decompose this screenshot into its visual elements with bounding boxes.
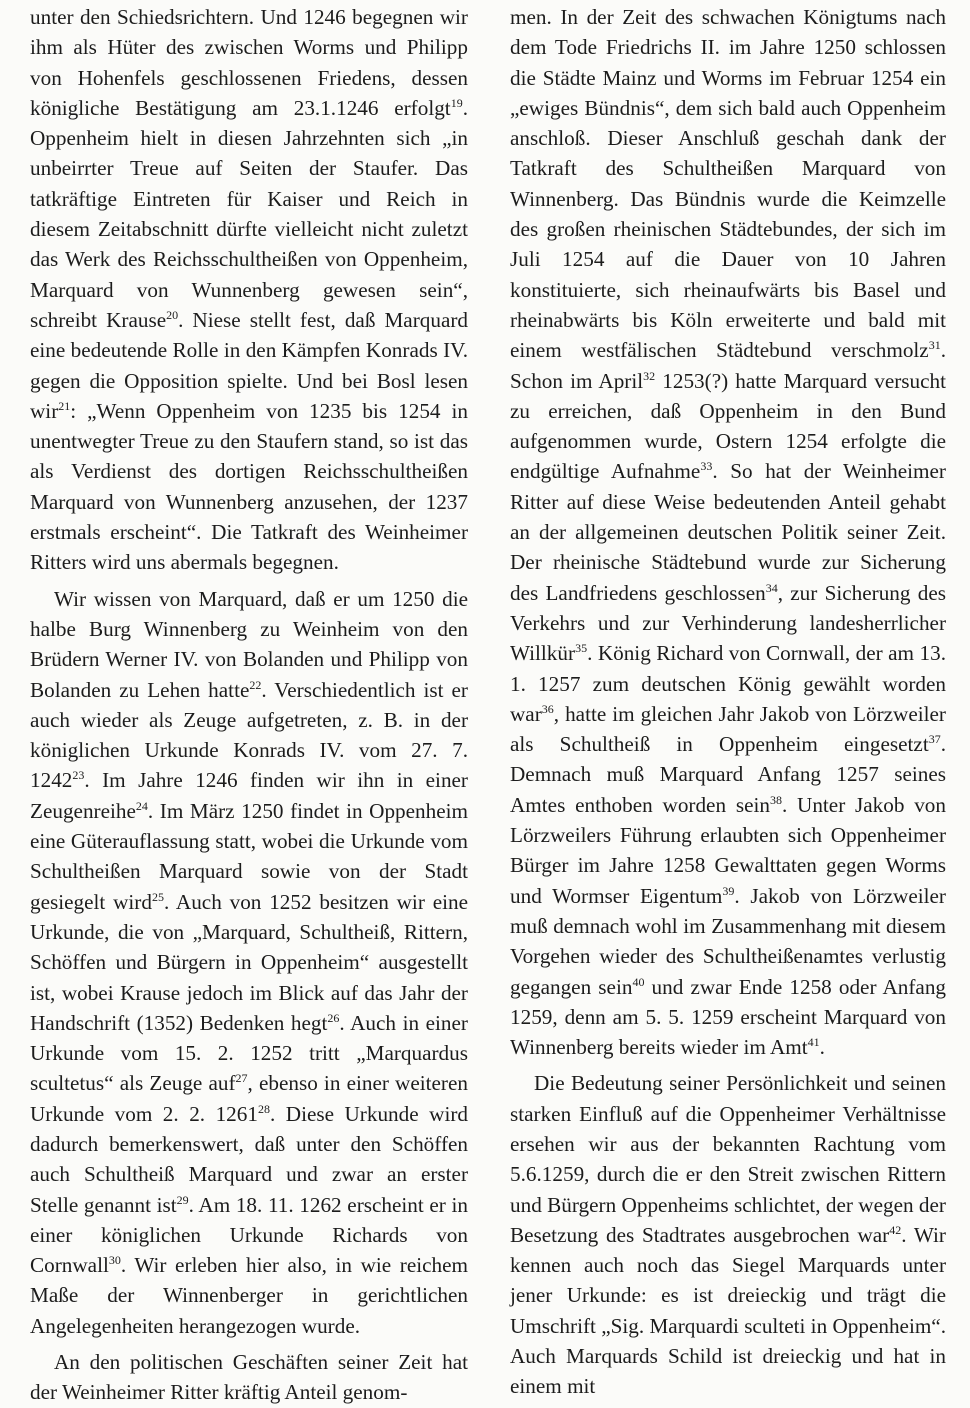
- paragraph: [30, 2, 468, 578]
- footnote-marker: 38: [769, 792, 782, 807]
- footnote-marker: 28: [257, 1101, 270, 1116]
- paragraph: [30, 1347, 468, 1408]
- footnote-marker: 30: [108, 1253, 121, 1268]
- text-run: . Unter Jakob von Lörzweilers Führung erlaubten sich Oppenheimer Bürger im Jahre 1258 Gewalttaten gegen Worms und Wormser Eigentum: [510, 792, 946, 908]
- footnote-marker: 21: [58, 398, 71, 413]
- text-run: . Im Jahre 1246 finden wir ihn in einer Zeugenreihe: [30, 768, 468, 823]
- footnote-marker: 41: [807, 1035, 820, 1050]
- text-run: . Im März 1250 findet in Oppenheim eine Güterauflassung statt, wobei die Urkunde vom Schultheißen Marquard sowie von der Stadt gesiegelt wird: [30, 798, 468, 914]
- footnote-marker: 37: [928, 732, 941, 747]
- footnote-marker: 22: [249, 677, 262, 692]
- footnote-marker: 20: [166, 307, 179, 322]
- text-run: , zur Sicherung des Verkehrs und zur Verhinderung landesherrlicher Willkür: [510, 580, 946, 666]
- text-run: . Verschiedentlich ist er auch wieder als Zeuge aufgetreten, z. B. in der königlichen Urkunde Konrads IV. vom 27. 7. 1242: [30, 677, 468, 793]
- text-run: . Auch von 1252 besitzen wir eine Urkunde, die von „Marquard, Schultheiß, Rittern, Schöffen und Bürgern in Oppenheim“ ausgestellt ist, wobei Krause jedoch im Blick auf das Jahr der Handschrift (1352) Bedenken hegt: [30, 889, 468, 1035]
- text-run: Wir wissen von Marquard, daß er um 1250 die halbe Burg Winnenberg zu Weinheim von den Brüdern Werner IV. von Bolanden und Philipp von Bolanden zu Lehen hatte: [30, 586, 468, 702]
- text-run: . Diese Urkunde wird dadurch bemerkenswert, daß unter den Schöffen auch Schultheiß Marquard und zwar an erster Stelle genannt ist: [30, 1101, 468, 1217]
- text-run: . Wir kennen auch noch das Siegel Marquards unter jener Urkunde: es ist dreieckig und trägt die Umschrift „Sig. Marquardi sculteti in Oppenheim“. Auch Marquards Schild ist dreieckig und hat in einem mit: [510, 1222, 947, 1399]
- text-run: . Jakob von Lörzweiler muß demnach wohl im Zusammenhang mit diesem Vorgehen wieder des Schultheißenamtes verlustig gegangen sein: [510, 883, 946, 999]
- right-column: [510, 2, 946, 1402]
- paragraph: [510, 1068, 946, 1401]
- text-run: . Auch in einer Urkunde vom 15. 2. 1252 tritt „Marquardus scultetus“ als Zeuge auf: [30, 1010, 468, 1096]
- text-run: unter den Schiedsrichtern. Und 1246 begegnen wir ihm als Hüter des zwischen Worms und Philipp von Hohenfels geschlossenen Friedens, dessen königliche Bestätigung am 23.1.1246 erfolgt: [30, 5, 468, 120]
- left-column: [30, 2, 468, 1408]
- text-run: : „Wenn Oppenheim von 1235 bis 1254 in unentwegter Treue zu den Staufern stand, so ist das als Verdienst des dortigen Reichsschultheißen Marquard von Wunnenberg anzusehen, der 1237 erstmals erscheint“. Die Tatkraft des Weinheimer Ritters wird uns abermals begegnen.: [30, 398, 468, 575]
- footnote-marker: 33: [700, 459, 713, 474]
- footnote-marker: 35: [575, 641, 588, 656]
- text-run: men. In der Zeit des schwachen Königtums nach dem Tode Friedrichs II. im Jahre 1250 schlossen die Städte Mainz und Worms im Februar 1254 ein „ewiges Bündnis“, dem sich bald auch Oppenheim anschloß. Dieser Anschluß geschah dank der Tatkraft des Schultheißen Marquard von Winnenberg. Das Bündnis wurde die Keimzelle des großen rheinischen Städtebundes, der sich im Juli 1254 auf die Dauer von 10 Jahren konstituierte, sich rheinaufwärts bis Basel und rheinabwärts bis Köln erweiterte und bald mit einem westfälischen Städtebund verschmolz: [510, 5, 946, 363]
- footnote-marker: 27: [235, 1071, 248, 1086]
- footnote-marker: 26: [327, 1010, 340, 1025]
- footnote-marker: 36: [541, 701, 554, 716]
- text-run: . Demnach muß Marquard Anfang 1257 seines Amtes enthoben worden sein: [510, 732, 946, 817]
- footnote-marker: 25: [151, 889, 164, 904]
- text-run: .: [819, 1035, 825, 1060]
- footnote-marker: 42: [889, 1222, 902, 1237]
- text-run: . Wir erleben hier also, in wie reichem Maße der Winnenberger in gerichtlichen Angelegenheiten herangezogen wurde.: [30, 1253, 468, 1338]
- text-run: . Oppenheim hielt in diesen Jahrzehnten sich „in unbeirrter Treue auf Seiten der Staufer. Das tatkräftige Eintreten für Kaiser und Reich in diesem Zeitabschnitt dürfte vielleicht nicht zuletzt das Werk des Reichsschultheißen von Oppenheim, Marquard von Wunnenberg gewesen sein“, schreibt Krause: [30, 95, 468, 332]
- footnote-marker: 39: [722, 883, 735, 898]
- paragraph: [30, 584, 468, 1341]
- text-run: An den politischen Geschäften seiner Zeit hat der Weinheimer Ritter kräftig Anteil genom-: [30, 1350, 468, 1405]
- text-run: , ebenso in einer weiteren Urkunde vom 2. 2. 1261: [30, 1071, 468, 1126]
- footnote-marker: 31: [928, 338, 941, 353]
- text-run: . Niese stellt fest, daß Marquard eine bedeutende Rolle in den Kämpfen Konrads IV. gegen die Opposition spielte. Und bei Bosl lesen wir: [30, 307, 468, 423]
- text-run: und zwar Ende 1258 oder Anfang 1259, denn am 5. 5. 1259 erscheint Marquard von Winnenberg bereits wieder im Amt: [510, 974, 947, 1060]
- footnote-marker: 34: [765, 580, 778, 595]
- text-run: . König Richard von Cornwall, der am 13. 1. 1257 zum deutschen König gewählt worden war: [510, 641, 946, 726]
- text-run: , hatte im gleichen Jahr Jakob von Lörzweiler als Schultheiß in Oppenheim eingesetzt: [510, 701, 946, 757]
- text-run: Die Bedeutung seiner Persönlichkeit und seinen starken Einfluß auf die Oppenheimer Verhältnisse ersehen wir aus der bekannten Rachtung vom 5.6.1259, durch die er den Streit zwischen Rittern und Bürgern Oppenheims schlichtet, der wegen der Besetzung des Stadtrates ausgebrochen war: [510, 1071, 946, 1247]
- text-run: 1253(?) hatte Marquard versucht zu erreichen, daß Oppenheim in den Bund aufgenommen wurde, Ostern 1254 erfolgte die endgültige Aufnahme: [510, 368, 947, 484]
- footnote-marker: 24: [135, 798, 148, 813]
- text-run: . Schon im April: [510, 338, 946, 393]
- footnote-marker: 40: [632, 974, 645, 989]
- footnote-marker: 32: [643, 368, 656, 383]
- text-run: . Am 18. 11. 1262 erscheint er in einer königlichen Urkunde Richards von Cornwall: [30, 1192, 468, 1278]
- paragraph: [510, 2, 946, 1062]
- footnote-marker: 29: [176, 1192, 189, 1207]
- footnote-marker: 23: [72, 768, 85, 783]
- text-run: . So hat der Weinheimer Ritter auf diese Weise bedeutenden Anteil gehabt an der allgemeinen deutschen Politik seiner Zeit. Der rheinische Städtebund wurde zur Sicherung des Landfriedens geschlossen: [510, 459, 946, 605]
- footnote-marker: 19: [450, 95, 463, 110]
